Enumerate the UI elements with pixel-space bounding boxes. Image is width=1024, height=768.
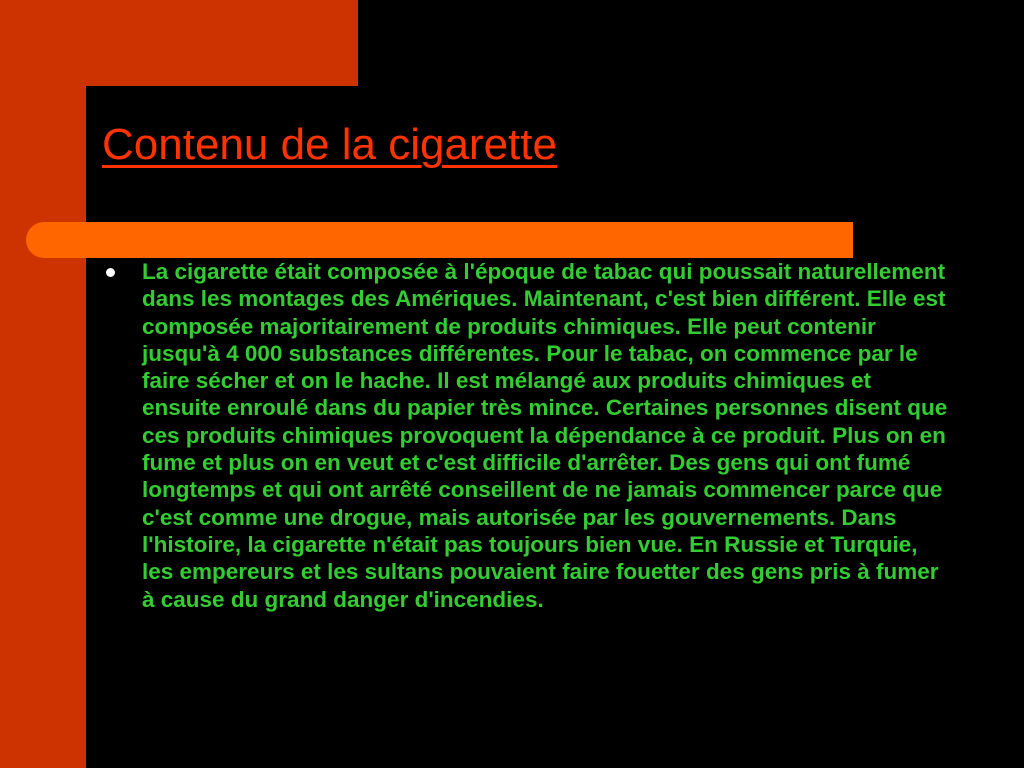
accent-column [0, 0, 86, 768]
slide-title: Contenu de la cigarette [102, 120, 557, 169]
bullet-item [102, 258, 952, 613]
bullet-text: La cigarette était composée à l'époque de tabac qui poussait naturellement dans les montages des Amériques. Maintenant, c'est bien différent. Elle est composée majoritairement de produits chimiques. Elle peut contenir jusqu'à 4 000 substances différentes. Pour le tabac, on commence par le faire sécher et on le hache. Il est mélangé aux produits chimiques et ensuite enroulé dans du papier très mince. Certaines personnes disent que ces produits chimiques provoquent la dépendance à ce produit. Plus on en fume et plus on en veut et c'est difficile d'arrêter. Des gens qui ont fumé longtemps et qui ont arrêté conseillent de ne jamais commencer parce que c'est comme une drogue, mais autorisée par les gouvernements. Dans l'histoire, la cigarette n'était pas toujours bien vue. En Russie et Turquie, les empereurs et les sultans pouvaient faire fouetter des gens pris à fumer à cause du grand danger d'incendies. [142, 259, 948, 612]
accent-top-block [0, 0, 358, 86]
accent-bar [26, 222, 853, 258]
slide-content [102, 258, 952, 613]
bullet-dot-icon [106, 268, 115, 277]
